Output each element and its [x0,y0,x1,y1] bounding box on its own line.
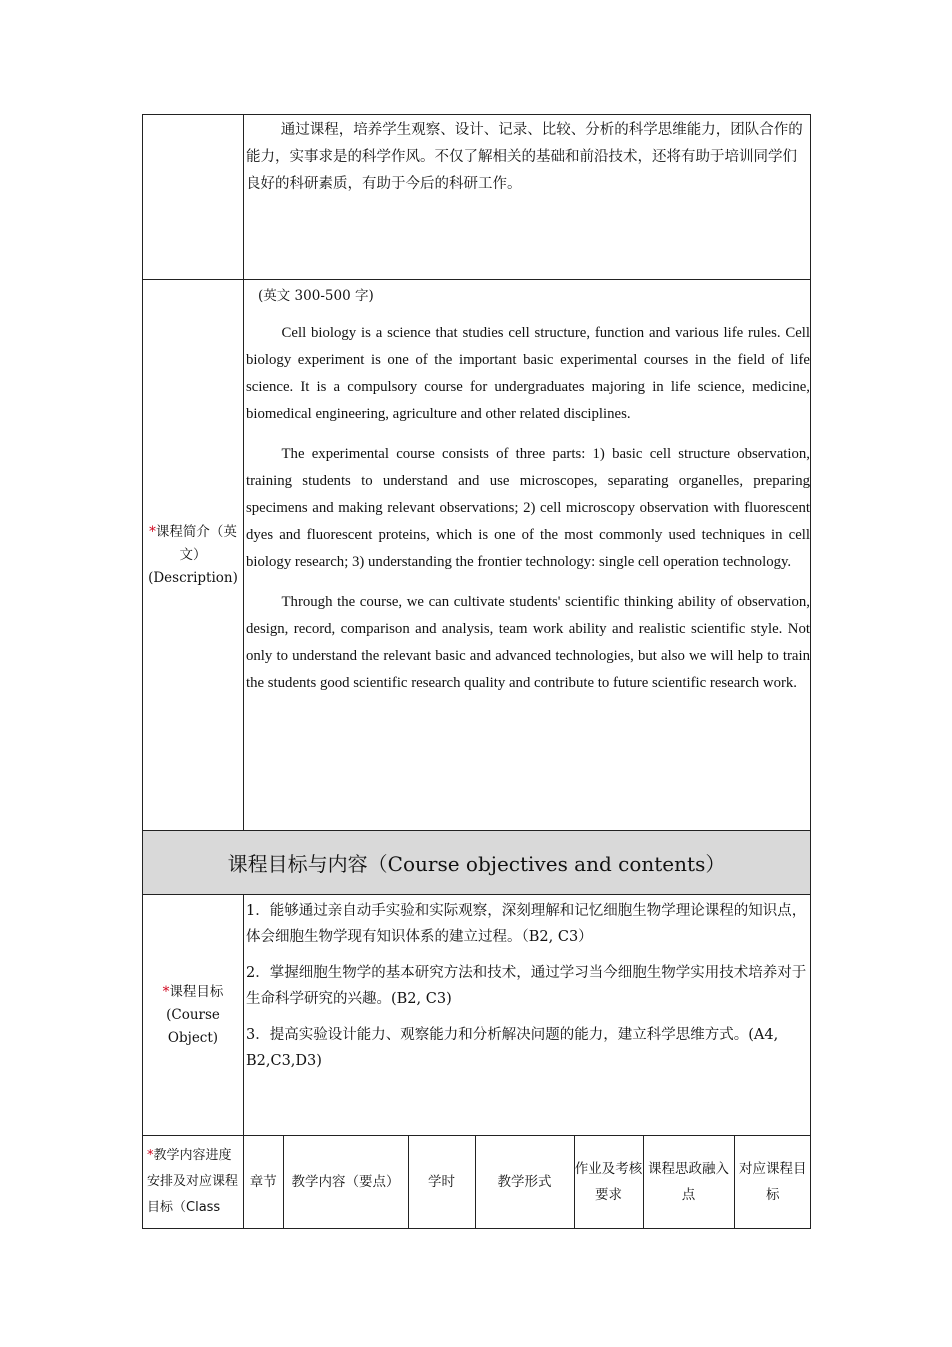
intro-paragraph: 通过课程，培养学生观察、设计、记录、比较、分析的科学思维能力，团队合作的能力，实事求是的科学作风。不仅了解相关的基础和前沿技术，还将有助于培训同学们良好的科研素质，有助于今后的科研工作。 [246,122,803,192]
objective-item-3: 3．提高实验设计能力、观察能力和分析解决问题的能力，建立科学思维方式。(A4, B2,C3,D3) [246,1027,779,1069]
description-label-cell [143,280,244,831]
schedule-label: 教学内容进度安排及对应课程目标（Class [147,1148,239,1215]
column-header-assessment: 作业及考核要求 [574,1136,643,1228]
description-text-cell [244,280,811,831]
required-star: * [149,523,156,540]
schedule-columns-table [244,1136,811,1228]
description-label-zh: 课程简介（英文） [155,523,237,563]
objectives-row [143,895,811,1136]
intro-label-cell [143,115,244,280]
objective-item-1: 1．能够通过亲自动手实验和实际观察，深刻理解和记忆细胞生物学理论课程的知识点，体会细胞生物学现有知识体系的建立过程。（B2, C3） [246,903,807,945]
section-header-row [143,831,811,895]
objective-item-2: 2．掌握细胞生物学的基本研究方法和技术，通过学习当今细胞生物学实用技术培养对于生命科学研究的兴趣。(B2, C3) [246,965,807,1007]
schedule-row [143,1136,811,1229]
description-label [143,521,243,567]
column-header-format: 教学形式 [475,1136,574,1228]
intro-row [143,115,811,280]
description-paragraph-2: The experimental course consists of three parts: 1) basic cell structure observation, training students to understand and use microscopes, separating organelles, preparing specimens and making relevant observations; 2) cell microscopy observation with fluorescent dyes and fluorescent proteins, which is one of the most commonly used techniques in cell biology research; 3) understanding the frontier technology: single cell operation technology. [246,446,810,570]
objectives-label-zh: 课程目标 [169,983,224,1000]
description-label-en: (Description) [148,569,238,586]
description-row [143,280,811,831]
course-table [142,114,811,1229]
description-paragraph-3: Through the course, we can cultivate students' scientific thinking ability of observation, design, record, comparison and analysis, team work ability and realistic scientific style. Not only to understand the relevant basic and advanced technologies, but also we will help to train the students good scientific research quality and contribute to future scientific research work. [246,594,810,691]
required-star: * [162,983,170,1000]
column-header-ideology: 课程思政融入点 [643,1136,734,1228]
section-header: 课程目标与内容（Course objectives and contents） [143,831,811,895]
objectives-label [143,981,243,1004]
schedule-label-cell [143,1136,244,1229]
column-header-objective: 对应课程目标 [734,1136,811,1228]
description-paragraph-1: Cell biology is a science that studies cell structure, function and various life rules. Cell biology experiment is one of the important basic experimental courses in the field of life science. It is a compulsory course for undergraduates majoring in life science, medicine, biomedical engineering, agriculture and other related disciplines. [246,325,810,422]
required-star: * [147,1148,154,1163]
schedule-columns-cell [244,1136,811,1229]
column-header-content: 教学内容（要点） [283,1136,408,1228]
objectives-label-cell [143,895,244,1136]
column-header-chapter: 章节 [249,1174,277,1190]
document-page [142,114,810,1229]
objectives-label-en: (Course Object) [166,1006,220,1046]
word-count-note: (英文 300-500 字) [258,288,374,304]
intro-text-cell [244,115,811,280]
column-header-hours: 学时 [408,1136,475,1228]
objectives-text-cell [244,895,811,1136]
